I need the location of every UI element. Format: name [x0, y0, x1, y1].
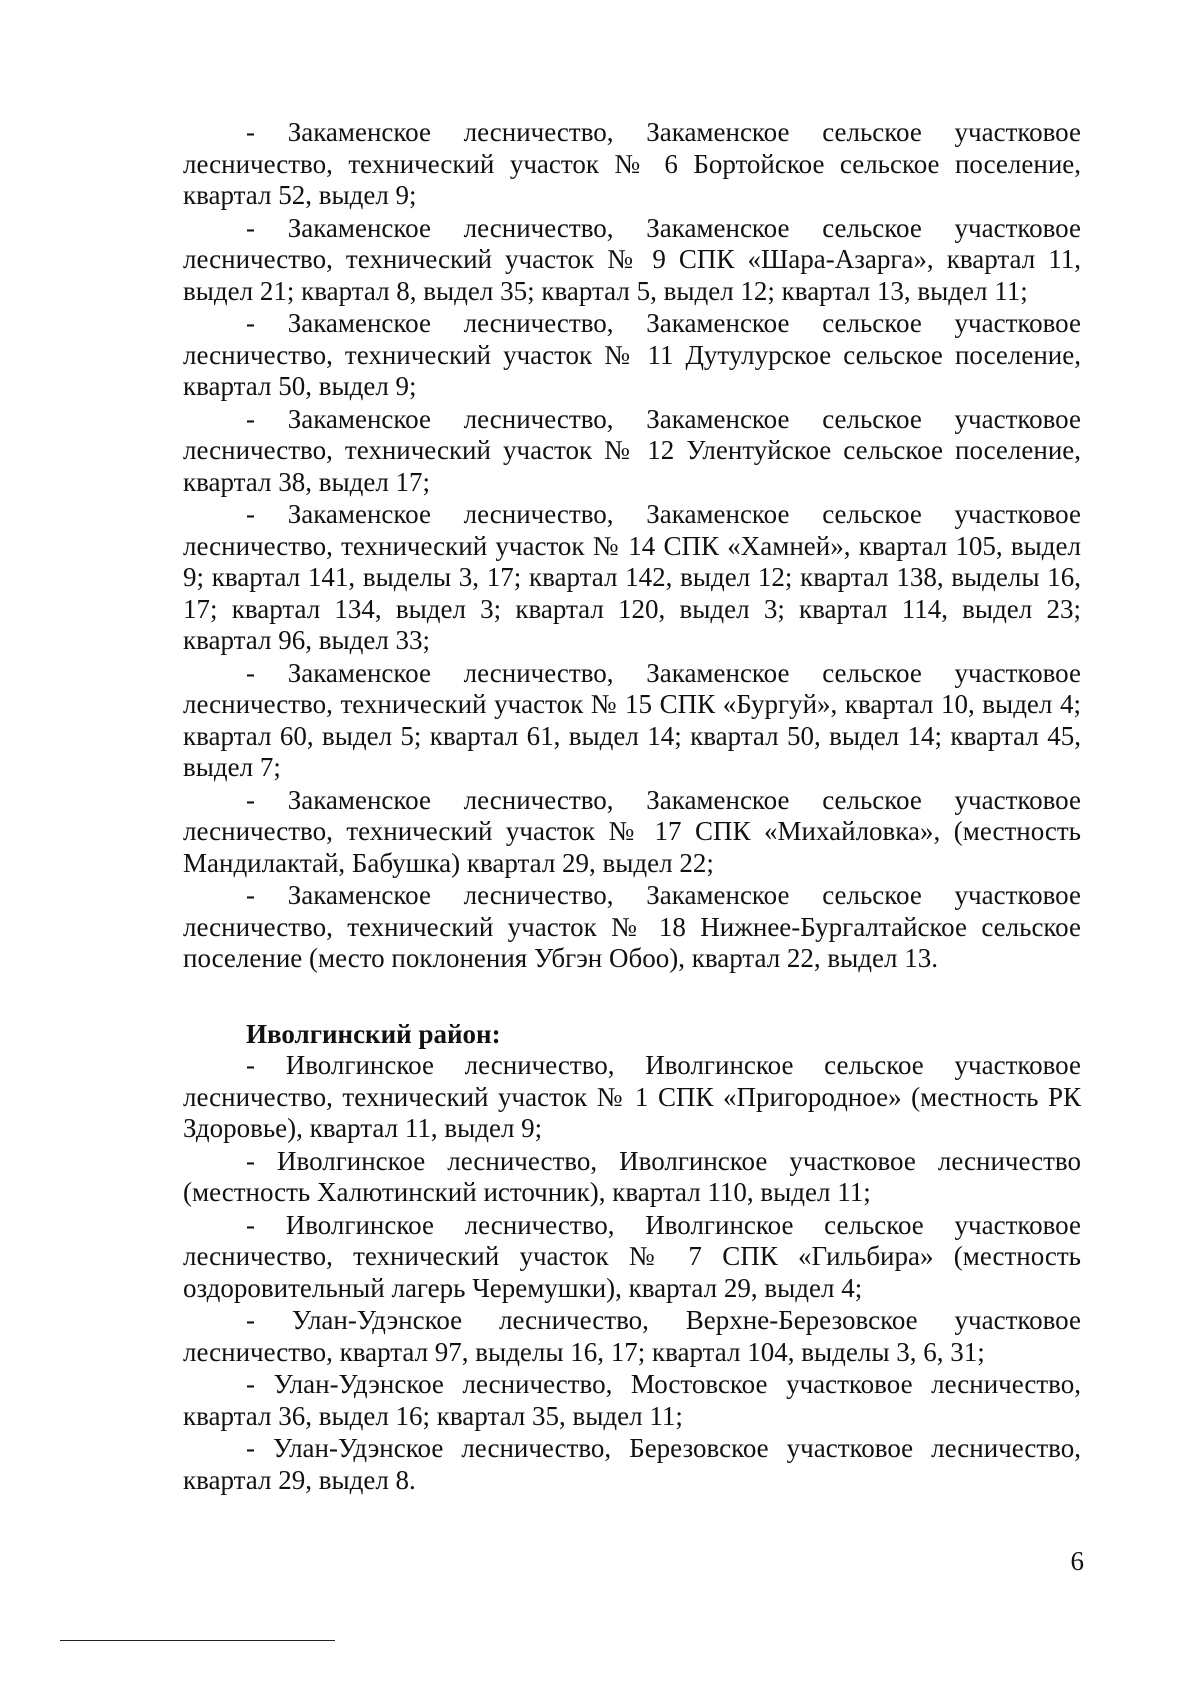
list-item: - Улан-Удэнское лесничество, Верхне-Березовское участковое лесничество, квартал 97, выделы 16, 17; квартал 104, выделы 3, 6, 31; [183, 1305, 1081, 1367]
list-item: - Закаменское лесничество, Закаменское сельское участковое лесничество, технический участок № 15 СПК «Бургуй», квартал 10, выдел 4; квартал 60, выдел 5; квартал 61, выдел 14; квартал 50, выдел 14; квартал 45, выдел 7; [183, 657, 1081, 782]
list-item: - Закаменское лесничество, Закаменское сельское участковое лесничество, технический участок № 11 Дутулурское сельское поселение, квартал 50, выдел 9; [183, 308, 1081, 401]
list-item: - Закаменское лесничество, Закаменское сельское участковое лесничество, технический участок № 12 Улентуйское сельское поселение, квартал 38, выдел 17; [183, 403, 1081, 497]
list-item: - Иволгинское лесничество, Иволгинское участковое лесничество (местность Халютинский источник), квартал 110, выдел 11; [183, 1145, 1081, 1207]
list-item: - Закаменское лесничество, Закаменское сельское участковое лесничество, технический участок № 18 Нижнее-Бургалтайское сельское поселение (место поклонения Убгэн Обоо), квартал 22, выдел 13. [183, 880, 1081, 973]
list-item: - Закаменское лесничество, Закаменское сельское участковое лесничество, технический участок № 17 СПК «Михайловка», (местность Мандилактай, Бабушка) квартал 29, выдел 22; [183, 784, 1081, 878]
footnote-divider [60, 1640, 335, 1641]
list-item: - Иволгинское лесничество, Иволгинское сельское участковое лесничество, технический участок № 7 СПК «Гильбира» (местность оздоровительный лагерь Черемушки), квартал 29, выдел 4; [183, 1209, 1081, 1303]
document-body [183, 117, 1081, 1497]
list-item: - Закаменское лесничество, Закаменское сельское участковое лесничество, технический участок № 9 СПК «Шара-Азарга», квартал 11, выдел 21; квартал 8, выдел 35; квартал 5, выдел 12; квартал 13, выдел 11; [183, 212, 1081, 306]
list-item: - Улан-Удэнское лесничество, Березовское участковое лесничество, квартал 29, выдел 8. [183, 1433, 1081, 1495]
page-number: 6 [1070, 1546, 1084, 1576]
section-heading: Иволгинский район: [246, 1018, 501, 1049]
list-item: - Иволгинское лесничество, Иволгинское сельское участковое лесничество, технический участок № 1 СПК «Пригородное» (местность РК Здоровье), квартал 11, выдел 9; [183, 1050, 1081, 1143]
list-item: - Закаменское лесничество, Закаменское сельское участковое лесничество, технический участок № 6 Бортойское сельское поселение, квартал 52, выдел 9; [183, 117, 1081, 210]
list-item: - Закаменское лесничество, Закаменское сельское участковое лесничество, технический участок № 14 СПК «Хамней», квартал 105, выдел 9; квартал 141, выделы 3, 17; квартал 142, выдел 12; квартал 138, выделы 16, 17; квартал 134, выдел 3; квартал 120, выдел 3; квартал 114, выдел 23; квартал 96, выдел 33; [183, 499, 1081, 655]
list-item: - Улан-Удэнское лесничество, Мостовское участковое лесничество, квартал 36, выдел 16; квартал 35, выдел 11; [183, 1369, 1081, 1431]
